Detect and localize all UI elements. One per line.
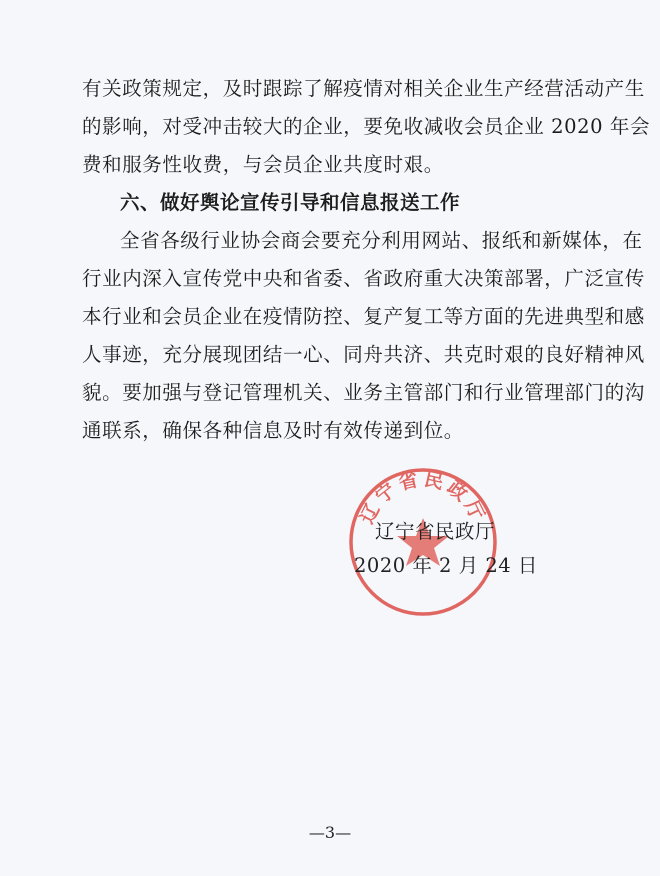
paragraph-line-2: 行业内深入宣传党中央和省委、省政府重大决策部署，广泛宣传 — [82, 267, 645, 290]
section-heading: 六、做好舆论宣传引导和信息报送工作 — [120, 191, 461, 214]
page-number: —3— — [308, 823, 352, 842]
signature-organization: 辽宁省民政厅 — [375, 520, 496, 543]
paragraph-line-4: 人事迹，充分展现团结一心、同舟共济、共克时艰的良好精神风 — [82, 343, 645, 366]
paragraph-line-1: 全省各级行业协会商会要充分利用网站、报纸和新媒体，在 — [120, 229, 643, 252]
seal-text: 辽宁省民政厅 — [356, 468, 490, 528]
paragraph-line-6: 通联系，确保各种信息及时有效传递到位。 — [82, 419, 464, 442]
body-line-2: 的影响，对受冲击较大的企业，要免收减收会员企业 2020 年会 — [82, 115, 651, 138]
paragraph-line-5: 貌。要加强与登记管理机关、业务主管部门和行业管理部门的沟 — [82, 381, 645, 404]
paragraph-line-3: 本行业和会员企业在疫情防控、复产复工等方面的先进典型和感 — [82, 305, 645, 328]
body-line-1: 有关政策规定，及时跟踪了解疫情对相关企业生产经营活动产生 — [82, 77, 645, 100]
body-line-3: 费和服务性收费，与会员企业共度时艰。 — [82, 153, 444, 176]
signature-date: 2020 年 2 月 24 日 — [354, 554, 538, 577]
